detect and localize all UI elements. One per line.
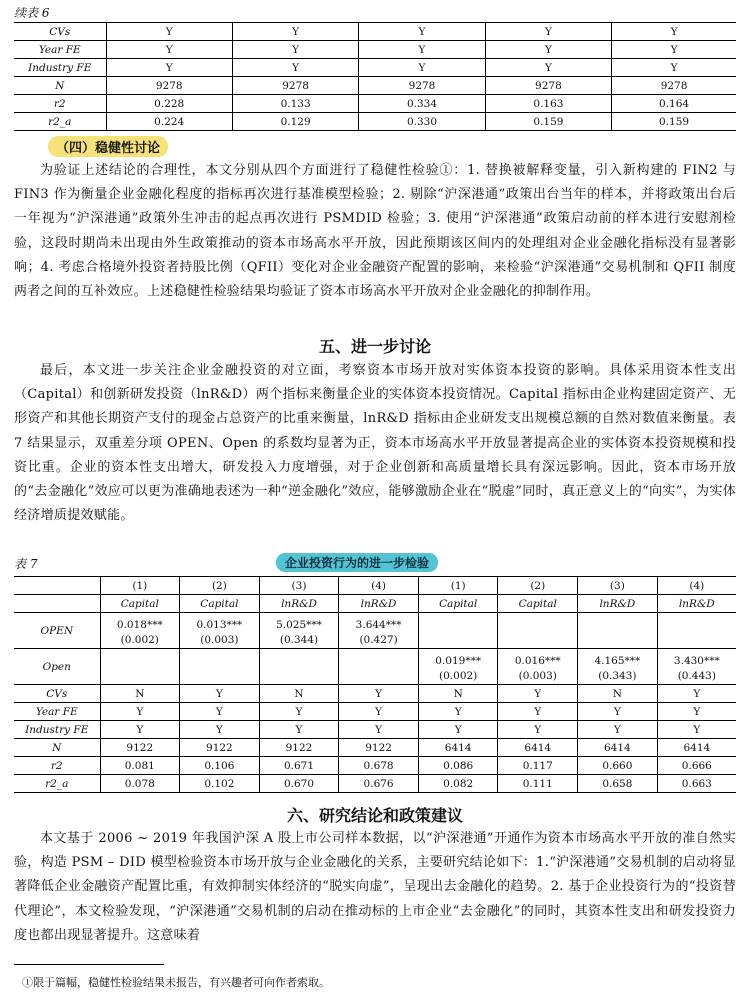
table6-row <box>14 59 736 77</box>
table7-empty-cell <box>498 613 578 633</box>
table7-cell: Y <box>657 721 736 739</box>
table6-row-label: N <box>14 77 106 95</box>
table6-cell: Y <box>106 59 232 77</box>
table7-empty-cell <box>578 613 658 633</box>
robustness-heading: （四）稳健性讨论 <box>48 136 168 157</box>
robustness-paragraph: 为验证上述结论的合理性，本文分别从四个方面进行了稳健性检验①：1. 替换被解释变量，引入新构建的 FIN2 与 FIN3 作为衡量企业金融化程度的指标再次进行基准模型检验；2. 剔除“沪深港通”政策出台当年的样本，并将政策出台后一年视为“沪深港通”政策外生冲击的起点再次进行 PSMDID 检验；3. 使用“沪深港通”政策启动前的样本进行安慰剂检验，这段时期尚未出现由外生政策推动的资本市场高水平开放，因此预期该区间内的处理组对企业金融化指标没有显著影响；4. 考虑合格境外投资者持股比例（QFII）变化对企业金融资产配置的影响，来检验“沪深港通”交易机制和 QFII 制度两者之间的互补效应。上述稳健性检验结果均验证了资本市场高水平开放对企业金融化的抑制作用。 <box>14 163 736 300</box>
table6-row-label: Industry FE <box>14 59 106 77</box>
table7-row <box>14 721 736 739</box>
table7-coef-cell: 0.019*** <box>418 649 498 669</box>
section5-paragraph: 最后，本文进一步关注企业金融投资的对立面，考察资本市场开放对实体资本投资的影响。具体采用资本性支出（Capital）和创新研发投资（lnR&D）两个指标来衡量企业的实体资本投资情况。Capital 指标由企业构建固定资产、无形资产和其他长期资产支付的现金占总资产的比重来衡量，lnR&D 指标由企业研发支出规模总额的自然对数值来衡量。表 7 结果显示，双重差分项 OPEN、Open 的系数均显著为正，资本市场高水平开放显著提高企业的实体资本投资规模和投资比重。企业的资本性支出增大，研发投入力度增强，对于企业创新和高质量增长具有深远影响。因此，资本市场开放的“去金融化”效应可以更为准确地表述为一种“逆金融化”效应，能够激励企业在“脱虚”同时，真正意义上的“向实”，为实体经济增质提效赋能。 <box>14 363 736 524</box>
table7-cell: 6414 <box>578 739 658 757</box>
table7-cell: Y <box>259 703 339 721</box>
table6-cell: 0.159 <box>485 113 611 131</box>
table7-col-var: Capital <box>100 595 180 613</box>
table6-row-label: CVs <box>14 23 106 41</box>
table7-coef-cell: 0.018*** <box>100 613 180 633</box>
table6-cell: Y <box>485 59 611 77</box>
table6-cell: 0.133 <box>232 95 358 113</box>
table7-coef-cell: 3.644*** <box>339 613 419 633</box>
table6-cell: Y <box>232 23 358 41</box>
table7-corner-cell <box>14 577 100 595</box>
table7-row <box>14 757 736 775</box>
table7-se-cell: (0.427) <box>339 632 419 649</box>
table7-se-cell: (0.344) <box>259 632 339 649</box>
table7-corner-cell <box>14 595 100 613</box>
section6-title: 六、研究结论和政策建议 <box>286 806 463 825</box>
table7-cell: 0.670 <box>259 775 339 793</box>
table7-empty-cell <box>418 632 498 649</box>
table7-header-vars <box>14 595 736 613</box>
table7-col-number: (3) <box>578 577 658 595</box>
table7-row <box>14 685 736 703</box>
table7-empty-cell <box>180 668 260 685</box>
table7-row <box>14 775 736 793</box>
table6-cell: 9278 <box>612 77 736 95</box>
table6-cell: 0.159 <box>612 113 736 131</box>
table7-cell: Y <box>578 721 658 739</box>
table7-col-number: (2) <box>498 577 578 595</box>
table7-empty-cell <box>498 632 578 649</box>
footnote-divider <box>14 964 164 965</box>
table7-cell: Y <box>180 703 260 721</box>
table6-cell: 9278 <box>232 77 358 95</box>
table7-cell: N <box>259 685 339 703</box>
table6-cell: Y <box>485 23 611 41</box>
table6-cell: Y <box>612 59 736 77</box>
table6-cell: Y <box>359 59 485 77</box>
table6-cell: 0.163 <box>485 95 611 113</box>
table7-empty-cell <box>259 668 339 685</box>
table7-row-label: Year FE <box>14 703 100 721</box>
table7-coef-cell: 0.013*** <box>180 613 260 633</box>
table7-se-cell: (0.443) <box>657 668 736 685</box>
table6-cell: 9278 <box>359 77 485 95</box>
table7-col-var: Capital <box>418 595 498 613</box>
table7-caption: 表 7 <box>14 557 38 571</box>
table7-coef-cell: 5.025*** <box>259 613 339 633</box>
table6-cell: 0.228 <box>106 95 232 113</box>
table6-row <box>14 77 736 95</box>
table7-row-label: N <box>14 739 100 757</box>
table7-coef-cell: 4.165*** <box>578 649 658 669</box>
table7-cell: 9122 <box>259 739 339 757</box>
table7-col-number: (1) <box>418 577 498 595</box>
table7-col-number: (4) <box>657 577 736 595</box>
table6-row-label: r2 <box>14 95 106 113</box>
table7-open_lower-se-row <box>14 668 736 685</box>
table6-cell: Y <box>359 41 485 59</box>
table7-se-cell: (0.343) <box>578 668 658 685</box>
table7-col-var: Capital <box>498 595 578 613</box>
table7-empty-cell <box>657 613 736 633</box>
table7-cell: Y <box>100 721 180 739</box>
table7-open_upper-coef-row <box>14 613 736 633</box>
table6-cell: 0.334 <box>359 95 485 113</box>
table6-row <box>14 23 736 41</box>
table7-cell: Y <box>339 721 419 739</box>
table7-se-cell: (0.003) <box>180 632 260 649</box>
table6-cell: Y <box>106 23 232 41</box>
table7-col-var: lnR&D <box>339 595 419 613</box>
table7-cell: 9122 <box>100 739 180 757</box>
table7-cell: 0.102 <box>180 775 260 793</box>
table7-empty-cell <box>180 649 260 669</box>
table7-row-label: r2_a <box>14 775 100 793</box>
table7-cell: 9122 <box>339 739 419 757</box>
table7-col-var: lnR&D <box>657 595 736 613</box>
table6-caption: 续表 6 <box>14 6 50 20</box>
table6-row-label: Year FE <box>14 41 106 59</box>
table6-row <box>14 113 736 131</box>
table7-cell: Y <box>657 703 736 721</box>
table7-cell: N <box>578 685 658 703</box>
table7-row <box>14 703 736 721</box>
table6-cell: Y <box>232 59 358 77</box>
table7-empty-cell <box>418 613 498 633</box>
table7-cell: Y <box>498 721 578 739</box>
table7-cell: 0.660 <box>578 757 658 775</box>
table7-cell: 0.117 <box>498 757 578 775</box>
table7-open_lower-label: Open <box>14 649 100 685</box>
table7-cell: 6414 <box>657 739 736 757</box>
table7-cell: Y <box>418 721 498 739</box>
table7-cell: Y <box>657 685 736 703</box>
table7-empty-cell <box>339 668 419 685</box>
table6-cell: Y <box>359 23 485 41</box>
table7-row-label: Industry FE <box>14 721 100 739</box>
table7-empty-cell <box>657 632 736 649</box>
table7-col-number: (4) <box>339 577 419 595</box>
table6-cell: Y <box>485 41 611 59</box>
table7-cell: Y <box>498 703 578 721</box>
table7-row-label: CVs <box>14 685 100 703</box>
table6-row-label: r2_a <box>14 113 106 131</box>
table6-cell: Y <box>612 23 736 41</box>
table6-cell: 0.224 <box>106 113 232 131</box>
table7-open_upper-label: OPEN <box>14 613 100 649</box>
table7-cell: Y <box>180 685 260 703</box>
table7-cell: 0.676 <box>339 775 419 793</box>
table7-cell: Y <box>100 703 180 721</box>
table6-continued <box>14 22 736 131</box>
table7-col-var: lnR&D <box>259 595 339 613</box>
table6-cell: 0.330 <box>359 113 485 131</box>
table7-empty-cell <box>259 649 339 669</box>
section6-paragraph: 本文基于 2006 ~ 2019 年我国沪深 A 股上市公司样本数据，以“沪深港通”开通作为资本市场高水平开放的准自然实验，构造 PSM – DID 模型检验资本市场开放与企业金融化的关系，主要研究结论如下：1.“沪深港通”交易机制的启动将显著降低企业金融资产配置比重，有效抑制实体经济的“脱实向虚”，呈现出去金融化的趋势。2. 基于企业投资行为的“投资替代理论”，本文检验发现，“沪深港通”交易机制的启动在推动标的上市企业“去金融化”的同时，其资本性支出和研发投资力度也都出现显著提升。这意味着 <box>14 831 736 943</box>
table7-row <box>14 739 736 757</box>
footnote: ①限于篇幅，稳健性检验结果未报告，有兴趣者可向作者索取。 <box>22 976 330 989</box>
table7-cell: Y <box>578 703 658 721</box>
table7-cell: Y <box>498 685 578 703</box>
table7-cell: N <box>418 685 498 703</box>
table7-title: 企业投资行为的进一步检验 <box>276 553 438 572</box>
table6-cell: Y <box>232 41 358 59</box>
table7-cell: 0.671 <box>259 757 339 775</box>
table7-cell: 6414 <box>498 739 578 757</box>
table6-row <box>14 41 736 59</box>
table7-open_lower-coef-row <box>14 649 736 669</box>
table7-cell: 0.082 <box>418 775 498 793</box>
table7-se-cell: (0.002) <box>100 632 180 649</box>
table7-col-number: (1) <box>100 577 180 595</box>
table7-cell: 0.666 <box>657 757 736 775</box>
table7-empty-cell <box>339 649 419 669</box>
table7-empty-cell <box>578 632 658 649</box>
table6-cell: Y <box>106 41 232 59</box>
table7-col-var: lnR&D <box>578 595 658 613</box>
table7-se-cell: (0.002) <box>418 668 498 685</box>
table7-cell: 0.081 <box>100 757 180 775</box>
table7-cell: 6414 <box>418 739 498 757</box>
table7-cell: 9122 <box>180 739 260 757</box>
table7-cell: 0.106 <box>180 757 260 775</box>
table7-cell: 0.111 <box>498 775 578 793</box>
table7-empty-cell <box>100 668 180 685</box>
table6-cell: 9278 <box>485 77 611 95</box>
table7-cell: 0.678 <box>339 757 419 775</box>
table7-cell: N <box>100 685 180 703</box>
table7-col-number: (2) <box>180 577 260 595</box>
table7 <box>14 576 736 793</box>
section5-title: 五、进一步讨论 <box>318 337 431 356</box>
table7-cell: 0.663 <box>657 775 736 793</box>
table7-header-numbers <box>14 577 736 595</box>
table6-cell: 0.164 <box>612 95 736 113</box>
table7-empty-cell <box>100 649 180 669</box>
table6-cell: 0.129 <box>232 113 358 131</box>
table7-col-var: Capital <box>180 595 260 613</box>
table7-cell: Y <box>339 685 419 703</box>
table7-se-cell: (0.003) <box>498 668 578 685</box>
table7-col-number: (3) <box>259 577 339 595</box>
table7-coef-cell: 3.430*** <box>657 649 736 669</box>
table7-open_upper-se-row <box>14 632 736 649</box>
table7-cell: 0.078 <box>100 775 180 793</box>
table7-coef-cell: 0.016*** <box>498 649 578 669</box>
table7-cell: 0.658 <box>578 775 658 793</box>
table7-cell: Y <box>339 703 419 721</box>
table7-row-label: r2 <box>14 757 100 775</box>
table7-cell: Y <box>418 703 498 721</box>
table6-cell: 9278 <box>106 77 232 95</box>
table6-row <box>14 95 736 113</box>
table7-cell: Y <box>259 721 339 739</box>
table7-cell: 0.086 <box>418 757 498 775</box>
table7-cell: Y <box>180 721 260 739</box>
table6-cell: Y <box>612 41 736 59</box>
